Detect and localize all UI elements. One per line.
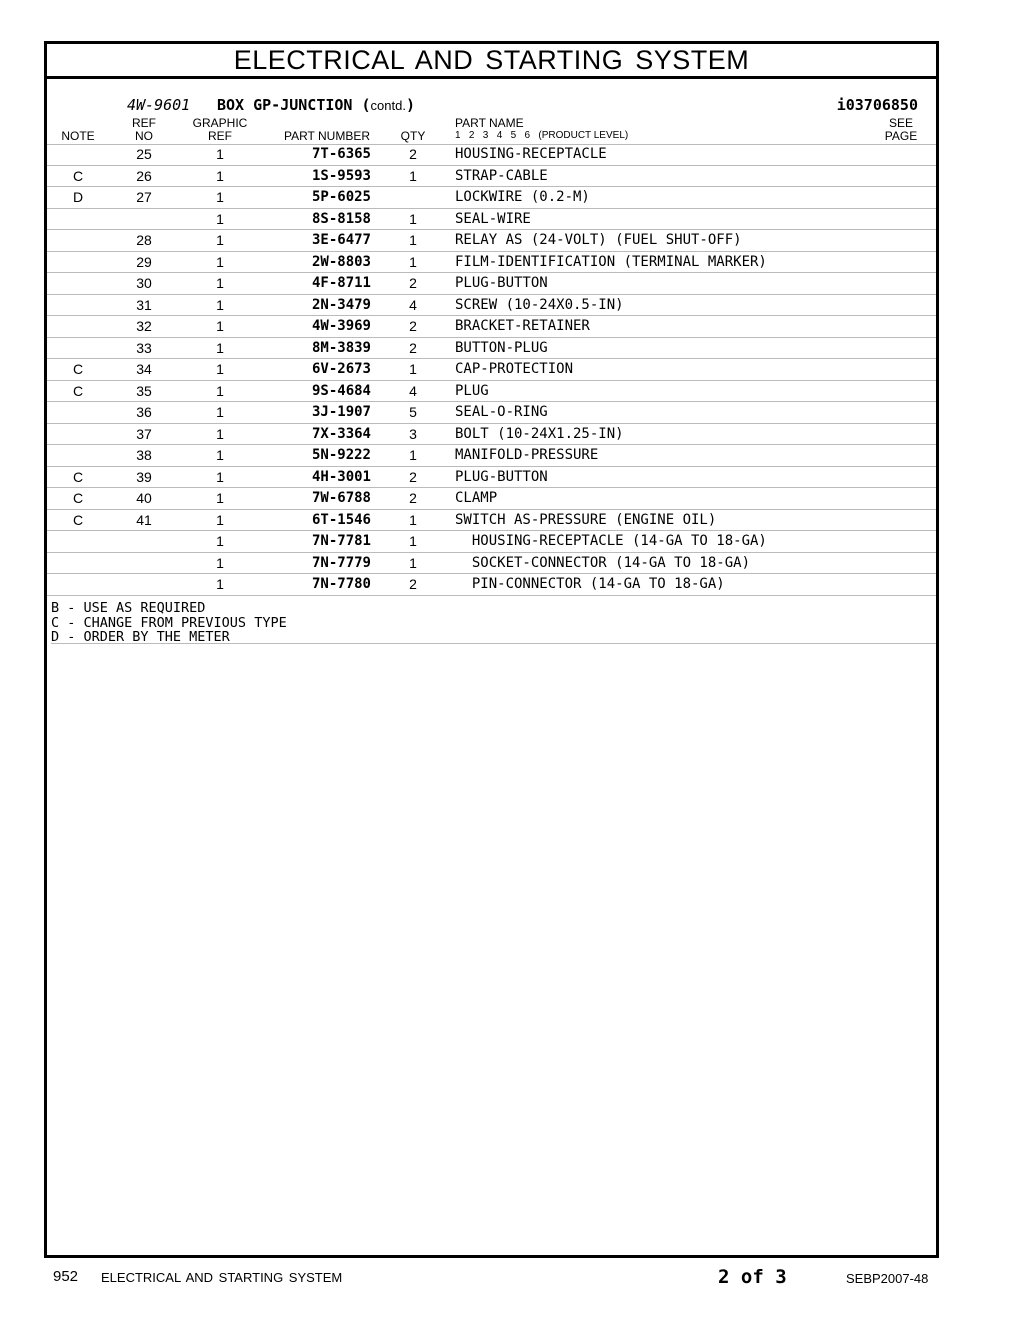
table-row xyxy=(47,488,936,510)
note-cell: C xyxy=(72,490,84,506)
qty-cell: 2 xyxy=(409,576,417,592)
ref-no-cell: 31 xyxy=(136,296,152,313)
header-note: NOTE xyxy=(61,129,95,143)
table-header xyxy=(47,116,936,145)
page-number: 952 xyxy=(53,1268,79,1285)
graphic-ref-cell: 1 xyxy=(216,296,224,313)
part-name-cell: CLAMP xyxy=(455,490,498,506)
part-number-cell: 4H-3001 xyxy=(311,468,371,485)
qty-cell: 1 xyxy=(409,511,417,528)
table-row xyxy=(47,402,936,424)
graphic-ref-cell: 1 xyxy=(216,232,224,248)
graphic-ref-cell: 1 xyxy=(216,167,224,184)
graphic-ref-cell: 1 xyxy=(216,404,224,420)
header-part-number: PART NUMBER xyxy=(283,129,370,143)
ref-no-cell: 34 xyxy=(136,361,152,377)
part-number-cell: 7T-6365 xyxy=(311,146,371,162)
graphic-ref-cell: 1 xyxy=(216,533,224,549)
part-name-cell: HOUSING-RECEPTACLE xyxy=(455,146,607,162)
contd-open: ( xyxy=(352,96,371,114)
ref-no-cell: 27 xyxy=(136,189,152,205)
part-name-cell: RELAY AS (24-VOLT) (FUEL SHUT-OFF) xyxy=(455,232,742,248)
notes-legend xyxy=(51,601,936,644)
graphic-ref-cell: 1 xyxy=(216,554,224,571)
header-ref-top: REF xyxy=(132,116,156,130)
part-name-cell: STRAP-CABLE xyxy=(455,167,548,184)
qty-cell: 1 xyxy=(409,533,417,549)
part-name-cell: CAP-PROTECTION xyxy=(455,361,574,377)
table-row xyxy=(47,338,936,360)
qty-cell: 1 xyxy=(409,554,417,571)
header-gref-bottom: REF xyxy=(208,129,232,143)
table-row xyxy=(47,510,936,532)
table-row xyxy=(47,424,936,446)
part-name-cell: BOLT (10-24X1.25-IN) xyxy=(455,425,624,442)
note-cell: D xyxy=(72,189,84,205)
contd-close: ) xyxy=(405,96,415,114)
graphic-ref-cell: 1 xyxy=(216,511,224,528)
ref-no-cell: 38 xyxy=(136,447,152,463)
table-row xyxy=(47,273,936,295)
table-row xyxy=(47,553,936,575)
part-number-cell: 7W-6788 xyxy=(311,490,371,506)
group-name xyxy=(217,96,415,114)
part-name-cell: FILM-IDENTIFICATION (TERMINAL MARKER) xyxy=(455,253,767,270)
part-name-cell: PIN-CONNECTOR (14-GA TO 18-GA) xyxy=(455,576,725,592)
contd-label: contd. xyxy=(370,98,406,113)
ref-no-cell: 30 xyxy=(136,275,152,291)
header-see-top: SEE xyxy=(888,116,913,130)
ref-no-cell: 39 xyxy=(136,468,152,485)
page-title: ELECTRICAL AND STARTING SYSTEM xyxy=(47,44,936,79)
table-row xyxy=(47,209,936,231)
part-name-cell: LOCKWIRE (0.2-M) xyxy=(455,189,590,205)
table-row xyxy=(47,381,936,403)
note-line: B - USE AS REQUIRED xyxy=(51,600,206,616)
part-name-cell: BRACKET-RETAINER xyxy=(455,318,590,334)
page-frame xyxy=(44,41,939,1258)
table-row xyxy=(47,230,936,252)
part-number-cell: 3E-6477 xyxy=(311,232,371,248)
table-row xyxy=(47,445,936,467)
ref-no-cell: 35 xyxy=(136,382,152,399)
qty-cell: 2 xyxy=(409,490,417,506)
ref-no-cell: 40 xyxy=(136,490,152,506)
part-number-cell: 1S-9593 xyxy=(311,167,371,184)
part-name-cell: HOUSING-RECEPTACLE (14-GA TO 18-GA) xyxy=(455,533,767,549)
part-name-cell: SWITCH AS-PRESSURE (ENGINE OIL) xyxy=(455,511,717,528)
part-name-cell: PLUG xyxy=(455,382,489,399)
note-line: C - CHANGE FROM PREVIOUS TYPE xyxy=(51,614,287,631)
qty-cell: 2 xyxy=(409,339,417,356)
graphic-ref-cell: 1 xyxy=(216,382,224,399)
group-id: i03706850 xyxy=(836,96,918,114)
graphic-ref-cell: 1 xyxy=(216,361,224,377)
ref-no-cell: 36 xyxy=(136,404,152,420)
graphic-ref-cell: 1 xyxy=(216,490,224,506)
part-number-cell: 9S-4684 xyxy=(311,382,371,399)
part-number-cell: 7X-3364 xyxy=(311,425,371,442)
part-number-cell: 2W-8803 xyxy=(311,253,371,270)
group-name-text: BOX GP-JUNCTION xyxy=(217,96,353,114)
note-cell: C xyxy=(72,511,84,528)
graphic-ref-cell: 1 xyxy=(216,253,224,270)
group-header xyxy=(47,96,936,116)
qty-cell: 2 xyxy=(409,468,417,485)
graphic-ref-cell: 1 xyxy=(216,318,224,334)
page-footer xyxy=(0,1266,1020,1290)
note-cell: C xyxy=(72,167,84,184)
table-row xyxy=(47,359,936,381)
graphic-ref-cell: 1 xyxy=(216,275,224,291)
qty-cell: 1 xyxy=(409,167,417,184)
part-number-cell: 4F-8711 xyxy=(311,275,371,291)
part-number-cell: 8S-8158 xyxy=(311,210,371,227)
part-name-cell: SEAL-O-RING xyxy=(455,404,548,420)
ref-no-cell: 37 xyxy=(136,425,152,442)
table-row xyxy=(47,295,936,317)
qty-cell: 4 xyxy=(409,382,417,399)
note-line: D - ORDER BY THE METER xyxy=(51,629,230,645)
qty-cell: 4 xyxy=(409,296,417,313)
note-cell: C xyxy=(72,361,84,377)
qty-cell: 1 xyxy=(409,253,417,270)
graphic-ref-cell: 1 xyxy=(216,576,224,592)
part-number-cell: 7N-7781 xyxy=(311,533,371,549)
qty-cell: 1 xyxy=(409,361,417,377)
qty-cell: 2 xyxy=(409,146,417,162)
parts-table xyxy=(47,144,936,596)
part-name-cell: MANIFOLD-PRESSURE xyxy=(455,447,599,463)
part-name-cell: PLUG-BUTTON xyxy=(455,468,548,485)
part-number-cell: 6V-2673 xyxy=(311,361,371,377)
graphic-ref-cell: 1 xyxy=(216,146,224,162)
qty-cell: 1 xyxy=(409,210,417,227)
qty-cell: 2 xyxy=(409,275,417,291)
header-part-name: PART NAME xyxy=(455,116,524,130)
ref-no-cell: 25 xyxy=(136,146,152,162)
table-row xyxy=(47,144,936,166)
table-row xyxy=(47,574,936,596)
part-name-cell: PLUG-BUTTON xyxy=(455,275,548,291)
part-number-cell: 2N-3479 xyxy=(311,296,371,313)
part-number-cell: 7N-7779 xyxy=(311,554,371,571)
table-row xyxy=(47,187,936,209)
table-row xyxy=(47,531,936,553)
footer-section: ELECTRICAL AND STARTING SYSTEM xyxy=(101,1270,343,1285)
part-name-cell: SCREW (10-24X0.5-IN) xyxy=(455,296,624,313)
graphic-ref-cell: 1 xyxy=(216,425,224,442)
table-row xyxy=(47,252,936,274)
part-name-cell: SOCKET-CONNECTOR (14-GA TO 18-GA) xyxy=(455,554,751,571)
ref-no-cell: 29 xyxy=(136,253,152,270)
graphic-ref-cell: 1 xyxy=(216,189,224,205)
header-qty: QTY xyxy=(400,129,426,143)
qty-cell: 2 xyxy=(409,318,417,334)
ref-no-cell: 28 xyxy=(136,232,152,248)
graphic-ref-cell: 1 xyxy=(216,468,224,485)
part-name-cell: BUTTON-PLUG xyxy=(455,339,548,356)
part-number-cell: 3J-1907 xyxy=(311,404,371,420)
part-number-cell: 4W-3969 xyxy=(311,318,371,334)
doc-id: SEBP2007-48 xyxy=(846,1271,929,1286)
header-product-level: 1 2 3 4 5 6 (PRODUCT LEVEL) xyxy=(455,130,629,141)
part-number-cell: 5P-6025 xyxy=(311,189,371,205)
graphic-ref-cell: 1 xyxy=(216,339,224,356)
graphic-ref-cell: 1 xyxy=(216,210,224,227)
part-number-cell: 6T-1546 xyxy=(311,511,371,528)
graphic-ref-cell: 1 xyxy=(216,447,224,463)
qty-cell: 3 xyxy=(409,425,417,442)
ref-no-cell: 41 xyxy=(136,511,152,528)
table-row xyxy=(47,166,936,188)
header-gref-top: GRAPHIC xyxy=(192,116,248,130)
header-ref-bottom: NO xyxy=(135,129,153,143)
note-cell: C xyxy=(72,382,84,399)
page-of: 2 of 3 xyxy=(718,1266,787,1288)
table-row xyxy=(47,316,936,338)
table-row xyxy=(47,467,936,489)
qty-cell: 1 xyxy=(409,232,417,248)
qty-cell: 5 xyxy=(409,404,417,420)
part-number-cell: 8M-3839 xyxy=(311,339,371,356)
part-number-cell: 7N-7780 xyxy=(311,576,371,592)
ref-no-cell: 32 xyxy=(136,318,152,334)
part-number-cell: 5N-9222 xyxy=(311,447,371,463)
ref-no-cell: 33 xyxy=(136,339,152,356)
group-number: 4W-9601 xyxy=(127,96,191,114)
part-name-cell: SEAL-WIRE xyxy=(455,210,531,227)
qty-cell: 1 xyxy=(409,447,417,463)
ref-no-cell: 26 xyxy=(136,167,152,184)
header-see-bottom: PAGE xyxy=(884,129,918,143)
note-cell: C xyxy=(72,468,84,485)
